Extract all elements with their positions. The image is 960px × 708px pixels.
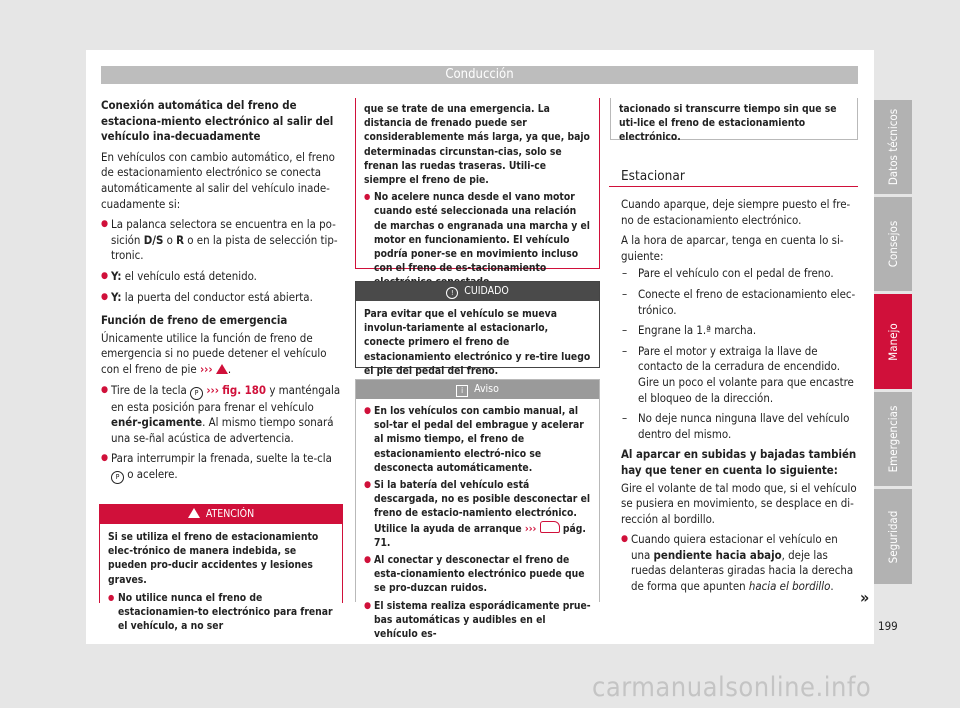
parking-brake-icon: P	[190, 387, 203, 400]
paragraph-auto-connect: En vehículos con cambio automático, el freno de estacionamiento electrónico se conecta automáticamente al salir del vehículo inade-cuadamente si:	[101, 149, 335, 211]
warning-box-continued	[355, 98, 600, 275]
note-box-title: i Aviso	[356, 380, 599, 399]
caution-box	[355, 281, 600, 377]
paragraph: Cuando aparque, deje siempre puesto el fre-no de estacionamiento electrónico.	[621, 197, 851, 227]
note-bullet: ● Al conectar y desconectar el freno de esta-cionamiento electrónico puede que se pro-duzcan ruidos.	[364, 553, 591, 596]
page-header: Conducción	[101, 66, 858, 84]
figure-link[interactable]: fig. 180	[222, 382, 267, 397]
note-box	[355, 379, 600, 641]
heading-auto-connect: Conexión automática del freno de estaciona-miento electrónico al salir del vehículo ina-decuadamente	[101, 98, 334, 144]
column-3	[621, 197, 859, 600]
note-box-continued	[610, 98, 858, 144]
info-icon: i	[456, 385, 468, 397]
warning-bullet: ● No acelere nunca desde el vano motor cuando esté seleccionada una relación de marchas o engranada una marcha y el motor en funcionamiento. El vehículo podría poner-se en movimiento incluso con el freno de es-tacionamiento	[364, 190, 591, 289]
caution-box-title: ! CUIDADO	[356, 282, 599, 301]
list-item: ● Y: el vehículo está detenido.	[101, 269, 341, 285]
list-item: ● Y: la puerta del conductor está abierta.	[101, 290, 341, 306]
warning-text: que se trate de una emergencia. La distancia de frenado puede ser considerablemente más larga, ya que, bajo determinadas circunstan-cias, solo se frenan las ruedas traseras. Utili-ce siempre el freno de pie.	[364, 103, 590, 187]
column-1	[101, 98, 341, 489]
sun-caution-icon: !	[446, 287, 458, 299]
note-bullet: ● En los vehículos con cambio manual, al sol-tar el pedal del embrague y acelerar al mismo tiempo, el freno de estacionamiento electró-nico se desconecta automáticamente.	[364, 404, 591, 475]
warning-box	[99, 504, 343, 633]
parking-brake-icon: P	[111, 471, 124, 484]
list-item: – Pare el motor y extraiga la llave de contacto de la cerradura de encendido. Gire un poco el volante para que encastre el bloqueo de la dirección.	[621, 344, 859, 406]
tab-consejos[interactable]: Consejos	[874, 197, 912, 291]
note-bullet: ● Si la batería del vehículo está descargada, no es posible desconectar el freno de estacio-namiento electrónico. Utilice la ayuda de arranque ››› pág. 71.	[364, 478, 591, 550]
list-item: – No deje nunca ninguna llave del vehículo dentro del mismo.	[621, 411, 859, 442]
list-item: – Pare el vehículo con el pedal de freno.	[621, 266, 859, 282]
warning-box-title: ATENCIÓN	[100, 505, 342, 524]
warning-text: Si se utiliza el freno de estacionamiento elec-trónico de manera indebida, se pueden pro-ducir accidentes y lesiones graves.	[108, 531, 319, 586]
list-item: ● Tire de la tecla P ››› fig. 180 y manténgala en esta posición para frenar el vehículo enér-gicamente. Al mismo tiempo sonará una se-ñal acústica de advertencia.	[101, 383, 341, 447]
warning-bullet: ● No utilice nunca el freno de estacionamien-to electrónico para frenar el vehículo, a no ser	[108, 591, 334, 634]
list-item: ● Para interrumpir la frenada, suelte la te-cla P o acelere.	[101, 451, 341, 484]
list-item: ● Cuando quiera estacionar el vehículo en una pendiente hacia abajo, deje las ruedas delanteras giradas hacia la derecha de forma que apunten hacia el bordillo.	[621, 532, 859, 594]
note-text: tacionado si transcurre tiempo sin que se uti-lice el freno de estacionamiento electrónico.	[619, 103, 837, 144]
list-item: ● La palanca selectora se encuentra en la po-sición D/S o R o en la pista de selección tip-tronic.	[101, 217, 341, 264]
paragraph-emergency-brake: Únicamente utilice la función de freno de emergencia si no puede detener el vehículo con el freno de pie ››› .	[101, 330, 327, 376]
paragraph: Gire el volante de tal modo que, si el vehículo se pusiera en movimiento, se desplace en di-rección al bordillo.	[621, 480, 857, 526]
continue-mark: »	[860, 588, 870, 607]
list-item: – Conecte el freno de estacionamiento elec-trónico.	[621, 287, 859, 318]
warning-triangle-icon	[188, 508, 200, 518]
section-title: Estacionar	[621, 168, 685, 184]
watermark: carmanualsonline.info	[592, 672, 872, 703]
warning-triangle-icon	[216, 364, 228, 374]
car-icon	[540, 521, 560, 533]
paragraph: A la hora de aparcar, tenga en cuenta lo si-guiente:	[621, 233, 844, 263]
tab-datos-tecnicos[interactable]: Datos técnicos	[874, 100, 912, 194]
caution-text: Para evitar que el vehículo se mueva involun-tariamente al estacionarlo, conecte primero el freno de estacionamiento electrónico y re-tire luego el pie del pedal del freno.	[364, 308, 591, 377]
note-bullet: ● El sistema realiza esporádicamente prue-bas automáticas y audibles en el vehículo es-	[364, 599, 591, 642]
section-divider	[609, 186, 858, 187]
heading-emergency-brake: Función de freno de emergencia	[101, 313, 288, 328]
heading-slopes: Al aparcar en subidas y bajadas también hay que tener en cuenta lo siguiente:	[621, 447, 857, 477]
tab-seguridad[interactable]: Seguridad	[874, 489, 912, 584]
tab-manejo[interactable]: Manejo	[874, 294, 912, 389]
page-number: 199	[878, 619, 898, 633]
list-item: – Engrane la 1.ª marcha.	[621, 323, 859, 339]
tab-emergencias[interactable]: Emergencias	[874, 392, 912, 486]
